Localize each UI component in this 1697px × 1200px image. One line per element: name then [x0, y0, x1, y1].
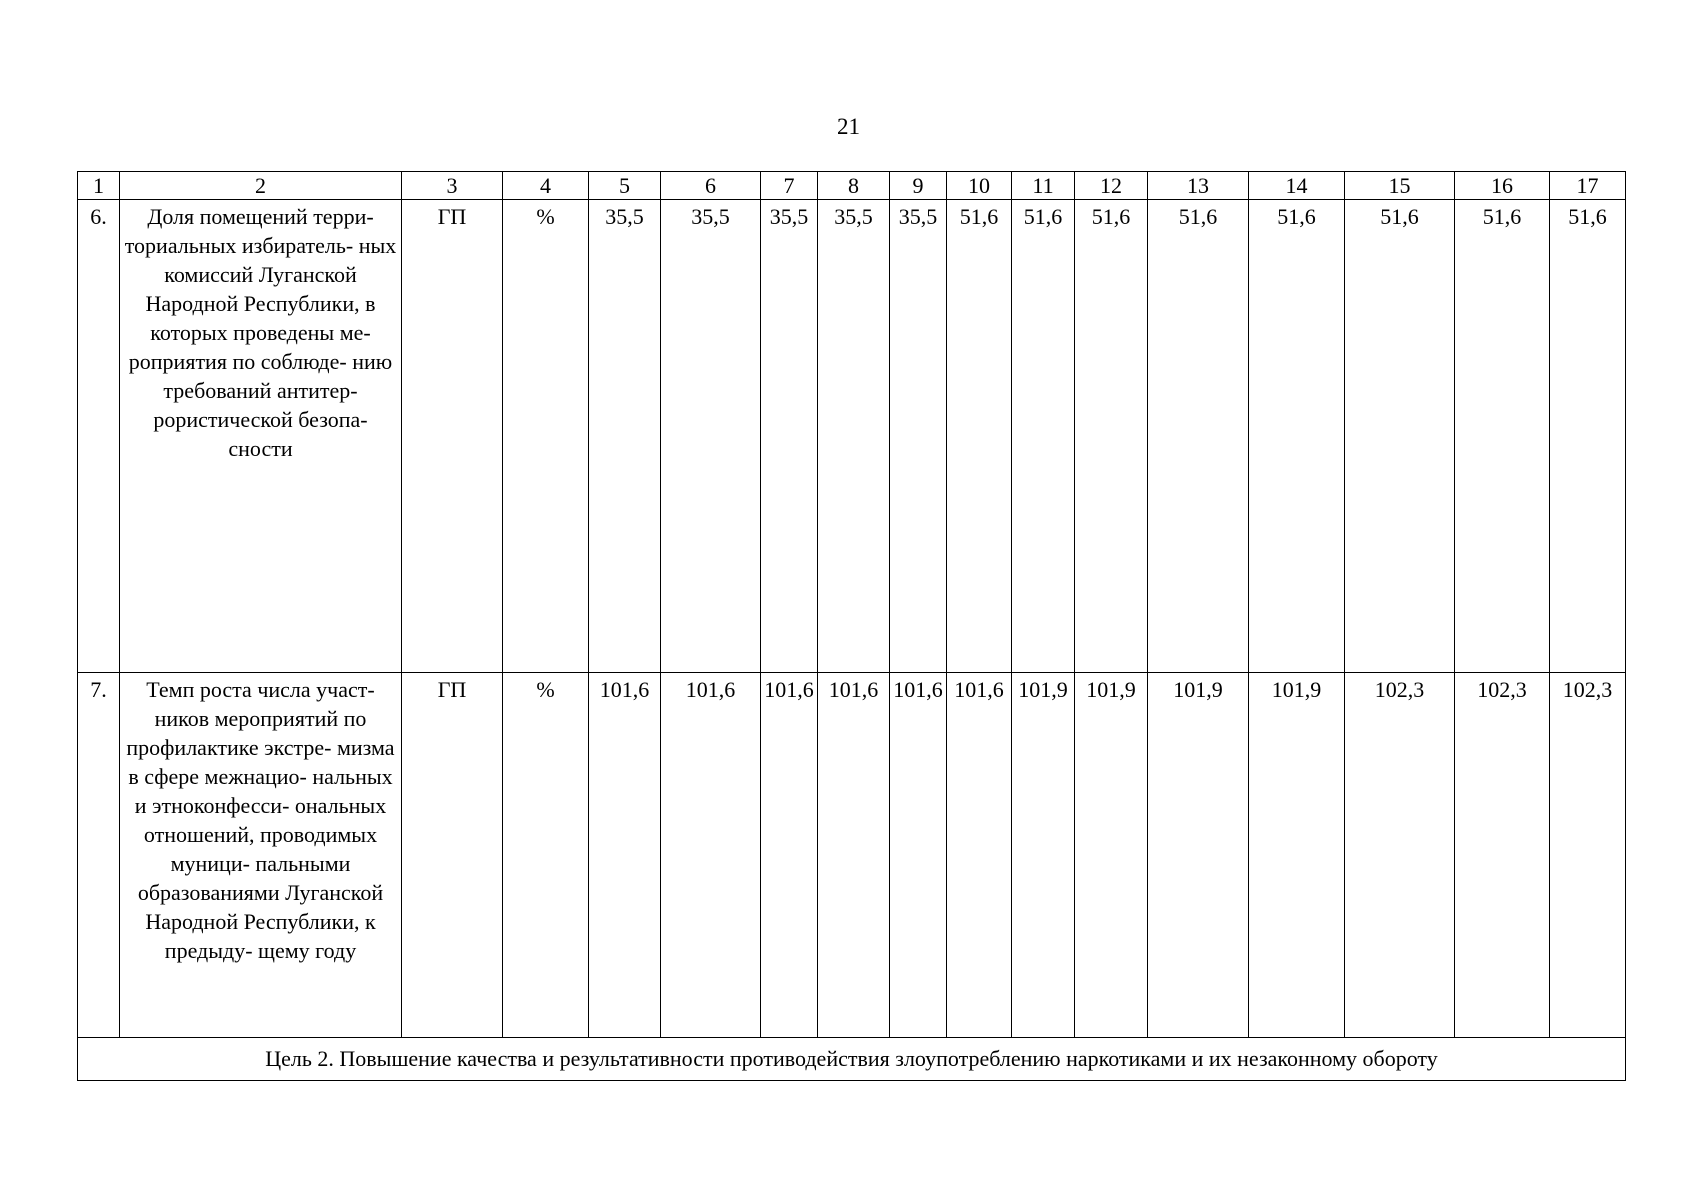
- value-cell: 101,9: [1012, 673, 1075, 1038]
- value-cell: 51,6: [1455, 200, 1550, 673]
- unit-cell: %: [503, 673, 589, 1038]
- indicators-table: [77, 171, 1626, 1081]
- unit-cell: %: [503, 200, 589, 673]
- row-number: 6.: [78, 200, 120, 673]
- column-number: 6: [661, 172, 761, 200]
- goal-row: [78, 1038, 1626, 1081]
- value-cell: 51,6: [1550, 200, 1626, 673]
- column-number: 9: [890, 172, 947, 200]
- column-number: 7: [761, 172, 818, 200]
- value-cell: 35,5: [818, 200, 890, 673]
- value-cell: 101,9: [1249, 673, 1345, 1038]
- source-cell: ГП: [402, 200, 503, 673]
- value-cell: 101,6: [890, 673, 947, 1038]
- value-cell: 35,5: [761, 200, 818, 673]
- source-cell: ГП: [402, 673, 503, 1038]
- value-cell: 101,6: [947, 673, 1012, 1038]
- value-cell: 35,5: [589, 200, 661, 673]
- row-number: 7.: [78, 673, 120, 1038]
- value-cell: 101,6: [761, 673, 818, 1038]
- goal-heading: Цель 2. Повышение качества и результативности противодействия злоупотреблению наркотиками и их незаконному обороту: [78, 1038, 1626, 1081]
- value-cell: 51,6: [1345, 200, 1455, 673]
- value-cell: 102,3: [1550, 673, 1626, 1038]
- column-number: 17: [1550, 172, 1626, 200]
- value-cell: 51,6: [1249, 200, 1345, 673]
- indicator-name: Темп роста числа участ- ников мероприятий по профилактике экстре- мизма в сфере межнацио- нальных и этноконфесси- ональных отношений, проводимых муници- пальными образованиями Луганской Народной Республики, к предыду- щему году: [120, 673, 402, 1038]
- column-number: 16: [1455, 172, 1550, 200]
- column-number: 4: [503, 172, 589, 200]
- value-cell: 51,6: [1148, 200, 1249, 673]
- value-cell: 101,9: [1148, 673, 1249, 1038]
- column-number: 2: [120, 172, 402, 200]
- column-number-row: [78, 172, 1626, 200]
- column-number: 15: [1345, 172, 1455, 200]
- value-cell: 101,6: [818, 673, 890, 1038]
- column-number: 5: [589, 172, 661, 200]
- column-number: 8: [818, 172, 890, 200]
- column-number: 3: [402, 172, 503, 200]
- column-number: 1: [78, 172, 120, 200]
- value-cell: 35,5: [661, 200, 761, 673]
- value-cell: 101,6: [589, 673, 661, 1038]
- value-cell: 102,3: [1455, 673, 1550, 1038]
- column-number: 10: [947, 172, 1012, 200]
- indicator-name: Доля помещений терри- ториальных избиратель- ных комиссий Луганской Народной Республики, в которых проведены ме- роприятия по соблюде- нию требований антитер- рористической безопа- сности: [120, 200, 402, 673]
- value-cell: 101,9: [1075, 673, 1148, 1038]
- value-cell: 101,6: [661, 673, 761, 1038]
- value-cell: 51,6: [947, 200, 1012, 673]
- table-row: [78, 200, 1626, 673]
- table-row: [78, 673, 1626, 1038]
- value-cell: 51,6: [1075, 200, 1148, 673]
- page-number: 21: [837, 114, 860, 139]
- value-cell: 102,3: [1345, 673, 1455, 1038]
- value-cell: 51,6: [1012, 200, 1075, 673]
- column-number: 13: [1148, 172, 1249, 200]
- column-number: 11: [1012, 172, 1075, 200]
- value-cell: 35,5: [890, 200, 947, 673]
- column-number: 12: [1075, 172, 1148, 200]
- column-number: 14: [1249, 172, 1345, 200]
